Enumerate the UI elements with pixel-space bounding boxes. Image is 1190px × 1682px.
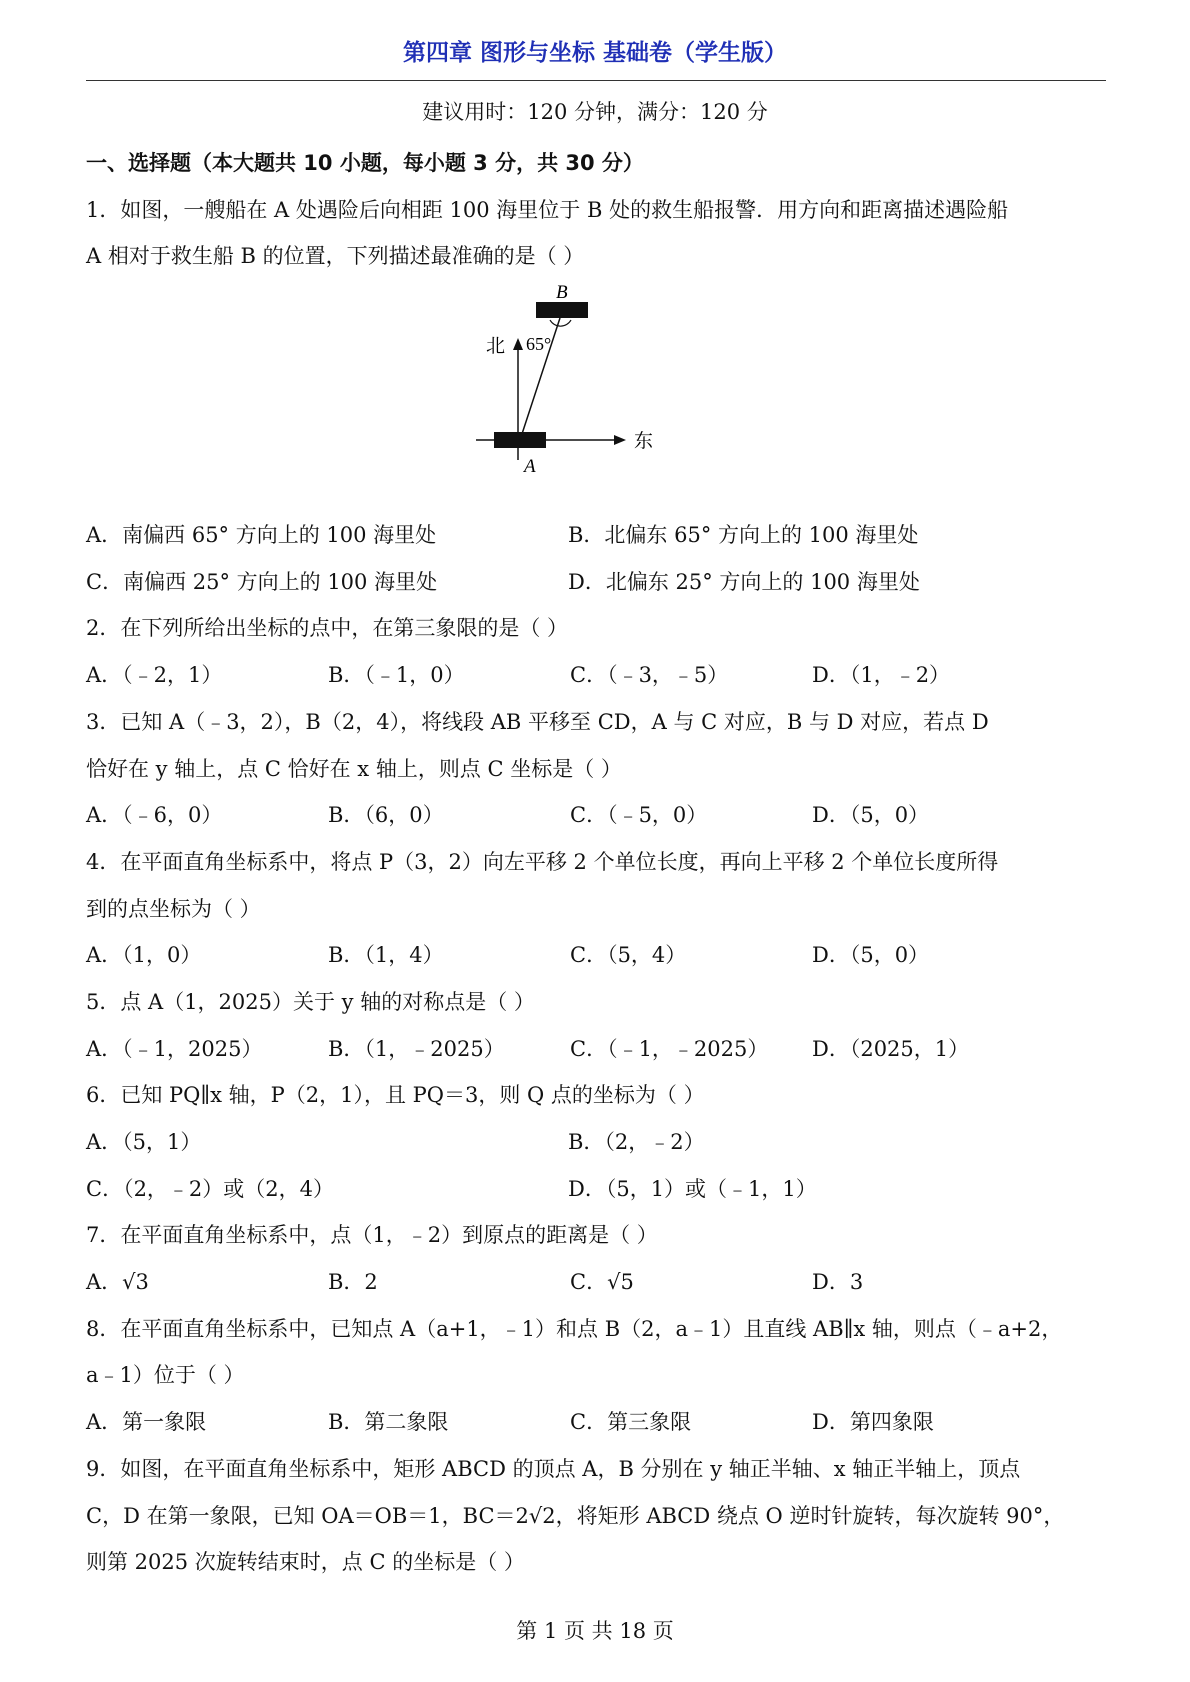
q4-option-b[interactable]: B．（1，4） [328, 943, 444, 968]
angle-label: 65° [526, 334, 552, 355]
q2-options [86, 652, 1110, 699]
north-arrow [513, 338, 523, 350]
q3-option-a[interactable]: A．（﹣6，0） [86, 803, 223, 828]
q6-option-b[interactable]: B．（2，﹣2） [568, 1130, 705, 1154]
q7-options [86, 1259, 1110, 1306]
page-footer: 第 1 页 共 18 页 [516, 1619, 674, 1643]
q4-options [86, 932, 1110, 979]
q1-option-b[interactable]: B．北偏东 65° 方向上的 100 海里处 [568, 523, 919, 548]
q5-option-c[interactable]: C．（﹣1，﹣2025） [570, 1036, 769, 1061]
q8-line-1: 8．在平面直角坐标系中，已知点 A（a+1，﹣1）和点 B（2，a﹣1）且直线 AB∥x 轴，则点（﹣a+2， [86, 1316, 1063, 1341]
q7-option-b[interactable]: B．2 [328, 1270, 378, 1295]
q3-option-d[interactable]: D．（5，0） [812, 803, 930, 828]
label-east: 东 [634, 430, 654, 453]
q4-line-1: 4．在平面直角坐标系中，将点 P（3，2）向左平移 2 个单位长度，再向上平移 2 个单位长度所得 [86, 849, 999, 874]
q1-line-2: A 相对于救生船 B 的位置，下列描述最准确的是（ ） [86, 244, 585, 269]
q8-option-d[interactable]: D．第四象限 [812, 1410, 934, 1435]
q8-option-c[interactable]: C．第三象限 [570, 1410, 692, 1435]
q3-option-b[interactable]: B．（6，0） [328, 803, 444, 828]
q2-option-c[interactable]: C．（﹣3，﹣5） [570, 663, 729, 688]
q3-line-1: 3．已知 A（﹣3，2），B（2，4），将线段 AB 平移至 CD，A 与 C 对应，B 与 D 对应，若点 D [86, 709, 989, 734]
q2-line-1: 2．在下列所给出坐标的点中，在第三象限的是（ ） [86, 616, 569, 641]
q1-options-row-1 [86, 512, 1110, 559]
q1-figure [86, 280, 1110, 512]
q7-option-c[interactable]: C．√5 [570, 1270, 634, 1295]
q1-option-d[interactable]: D．北偏东 25° 方向上的 100 海里处 [568, 569, 920, 594]
q2-option-b[interactable]: B．（﹣1，0） [328, 663, 465, 688]
q1-line-1: 1．如图，一艘船在 A 处遇险后向相距 100 海里位于 B 处的救生船报警．用方向和距离描述遇险船 [86, 197, 1009, 222]
q6-line-1: 6．已知 PQ∥x 轴，P（2，1），且 PQ＝3，则 Q 点的坐标为（ ） [86, 1083, 705, 1108]
q7-option-d[interactable]: D．3 [812, 1270, 864, 1295]
q4-line-2: 到的点坐标为（ ） [86, 896, 261, 921]
q2-option-d[interactable]: D．（1，﹣2） [812, 663, 951, 688]
q6-options-row-2 [86, 1166, 1110, 1213]
q1-option-a[interactable]: A．南偏西 65° 方向上的 100 海里处 [86, 523, 437, 548]
q6-option-a[interactable]: A．（5，1） [86, 1130, 202, 1154]
section-heading: 一、选择题（本大题共 10 小题，每小题 3 分，共 30 分） [86, 151, 644, 175]
title-divider [86, 80, 1106, 81]
label-north: 北 [486, 335, 506, 358]
question-content [86, 140, 1110, 1586]
q6-options-row-1 [86, 1119, 1110, 1166]
page-title: 第四章 图形与坐标 基础卷（学生版） [402, 40, 787, 66]
q3-line-2: 恰好在 y 轴上，点 C 恰好在 x 轴上，则点 C 坐标是（ ） [86, 756, 622, 781]
q4-option-c[interactable]: C．（5，4） [570, 943, 687, 968]
q5-line-1: 5．点 A（1，2025）关于 y 轴的对称点是（ ） [86, 989, 535, 1014]
q3-option-c[interactable]: C．（﹣5，0） [570, 803, 708, 828]
q7-line-1: 7．在平面直角坐标系中，点（1，﹣2）到原点的距离是（ ） [86, 1223, 658, 1248]
q5-option-d[interactable]: D．（2025，1） [812, 1036, 970, 1061]
q1-option-c[interactable]: C．南偏西 25° 方向上的 100 海里处 [86, 569, 438, 594]
time-note: 建议用时：120 分钟，满分：120 分 [422, 100, 768, 124]
q9-line-1: 9．如图，在平面直角坐标系中，矩形 ABCD 的顶点 A，B 分别在 y 轴正半轴、x 轴正半轴上，顶点 [86, 1456, 1021, 1481]
q8-options [86, 1399, 1110, 1446]
q6-option-c[interactable]: C．（2，﹣2）或（2，4） [86, 1176, 335, 1201]
q4-option-d[interactable]: D．（5，0） [812, 943, 930, 968]
q9-line-2: C，D 在第一象限，已知 OA＝OB＝1，BC＝2√2，将矩形 ABCD 绕点 O 逆时针旋转，每次旋转 90°， [86, 1503, 1065, 1528]
q7-option-a[interactable]: A．√3 [86, 1270, 149, 1295]
q8-option-a[interactable]: A．第一象限 [86, 1410, 207, 1435]
q8-option-b[interactable]: B．第二象限 [328, 1410, 449, 1435]
q6-option-d[interactable]: D．（5，1）或（﹣1，1） [568, 1176, 817, 1201]
angle-arc [550, 320, 571, 326]
label-b: B [556, 282, 568, 304]
direction-diagram [476, 280, 676, 512]
east-arrow [614, 435, 626, 445]
q5-options [86, 1026, 1110, 1073]
q5-option-b[interactable]: B．（1，﹣2025） [328, 1036, 505, 1061]
ship-b-rect [536, 302, 588, 318]
q5-option-a[interactable]: A．（﹣1，2025） [86, 1036, 263, 1061]
q1-options-row-2 [86, 559, 1110, 606]
q4-option-a[interactable]: A．（1，0） [86, 943, 202, 968]
q2-option-a[interactable]: A．（﹣2，1） [86, 663, 223, 688]
label-a: A [524, 456, 536, 478]
q9-line-3: 则第 2025 次旋转结束时，点 C 的坐标是（ ） [86, 1550, 525, 1575]
q3-options [86, 792, 1110, 839]
q8-line-2: a﹣1）位于（ ） [86, 1363, 245, 1388]
